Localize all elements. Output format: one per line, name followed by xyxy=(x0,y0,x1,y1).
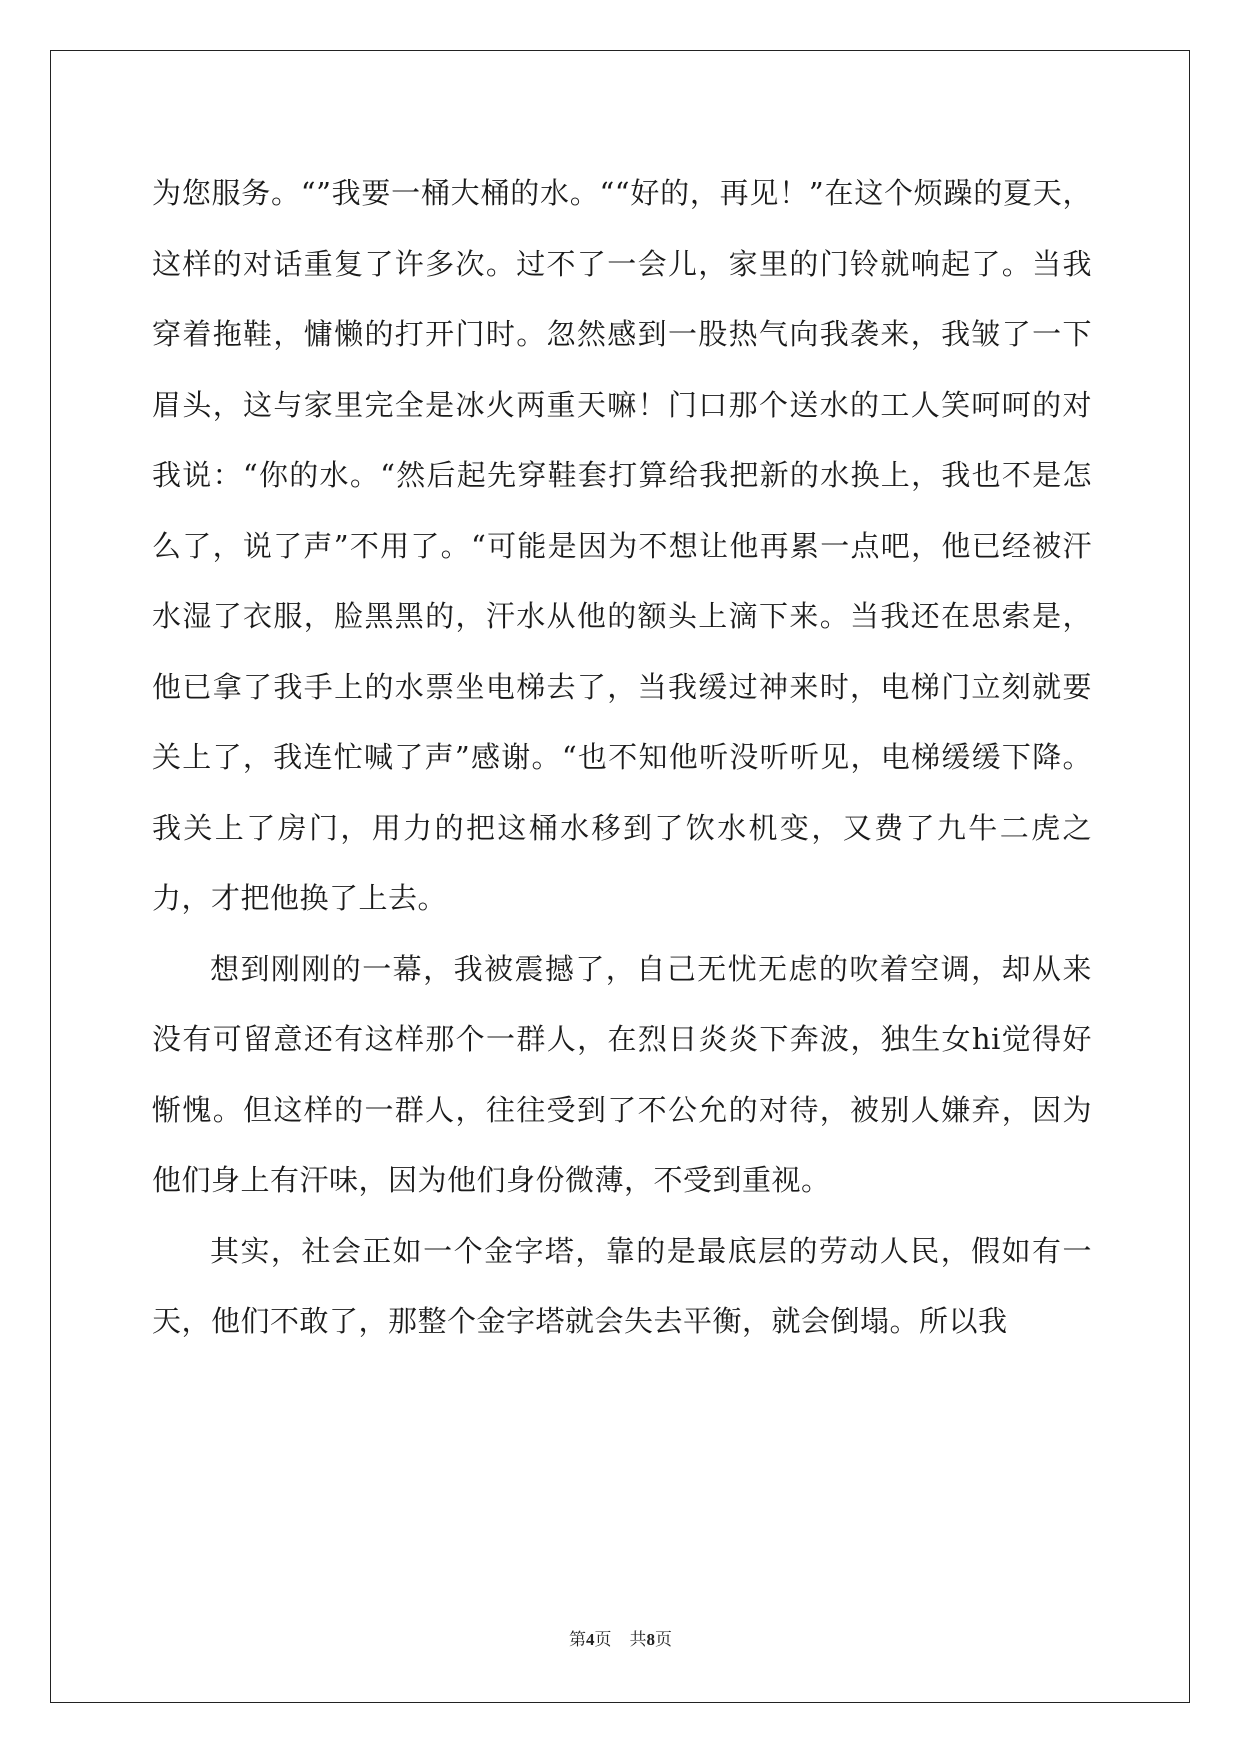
document-body xyxy=(152,158,1092,1357)
paragraph-3: 其实，社会正如一个金字塔，靠的是最底层的劳动人民，假如有一天，他们不敢了，那整个金字塔就会失去平衡，就会倒塌。所以我 xyxy=(152,1233,1092,1338)
page-label-prefix: 第 xyxy=(569,1630,586,1649)
page-footer xyxy=(0,1625,1241,1650)
total-label-prefix: 共 xyxy=(629,1630,647,1649)
paragraph-1: 为您服务。“”我要一桶大桶的水。““好的，再见！”在这个烦躁的夏天，这样的对话重复了许多次。过不了一会儿，家里的门铃就响起了。当我穿着拖鞋，慵懒的打开门时。忽然感到一股热气向我袭来，我皱了一下眉头，这与家里完全是冰火两重天嘛！门口那个送水的工人笑呵呵的对我说：“你的水。“然后起先穿鞋套打算给我把新的水换上，我也不是怎么了，说了声”不用了。“可能是因为不想让他再累一点吧，他已经被汗水湿了衣服，脸黑黑的，汗水从他的额头上滴下来。当我还在思索是，他已拿了我手上的水票坐电梯去了，当我缓过神来时，电梯门立刻就要关上了，我连忙喊了声”感谢。“也不知他听没听听见，电梯缓缓下降。我关上了房门，用力的把这桶水移到了饮水机变，又费了九牛二虎之力，才把他换了上去。 xyxy=(152,176,1092,915)
paragraph-2: 想到刚刚的一幕，我被震撼了，自己无忧无虑的吹着空调，却从来没有可留意还有这样那个一群人，在烈日炎炎下奔波，独生女hi觉得好惭愧。但这样的一群人，往往受到了不公允的对待，被别人嫌弃，因为他们身上有汗味，因为他们身份微薄，不受到重视。 xyxy=(152,951,1092,1197)
current-page-number: 4 xyxy=(586,1630,595,1649)
total-label-suffix: 页 xyxy=(655,1630,672,1649)
total-page-number: 8 xyxy=(646,1630,655,1649)
page-label-suffix: 页 xyxy=(594,1630,612,1649)
